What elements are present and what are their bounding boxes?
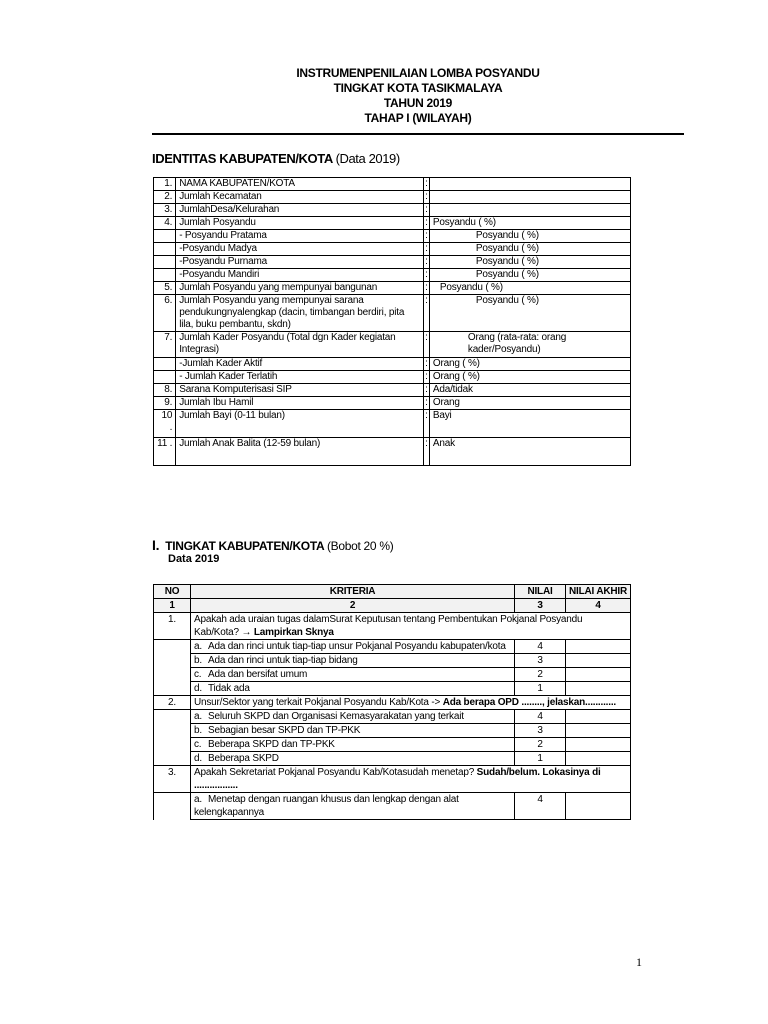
option-text-cell: [191, 710, 515, 724]
option-nilai-akhir: [566, 710, 631, 724]
identitas-row-colon: :: [425, 178, 428, 189]
identitas-row-colon: :: [425, 230, 428, 241]
identitas-row-value: Ada/tidak: [429, 384, 630, 397]
identitas-row-value: Posyandu ( %): [429, 269, 630, 282]
identitas-row-value: Orang ( %): [429, 371, 630, 384]
option-row: [154, 724, 631, 738]
question-number: 1.: [154, 613, 191, 640]
option-nilai: 2: [515, 738, 566, 752]
option-letter: b.: [194, 725, 202, 736]
option-letter: d.: [194, 683, 202, 694]
colnum-2: 2: [191, 599, 515, 613]
option-row: [154, 738, 631, 752]
option-nilai-akhir: [566, 752, 631, 766]
option-text-cell: [191, 668, 515, 682]
option-empty: [154, 654, 191, 668]
identitas-row-value: [429, 178, 630, 191]
question-number: 3.: [154, 766, 191, 793]
option-text-cell: [191, 793, 515, 820]
identitas-row-label: Jumlah Ibu Hamil: [176, 397, 424, 410]
identitas-row: [154, 358, 631, 371]
option-row: [154, 682, 631, 696]
colnum-4: 4: [566, 599, 631, 613]
identitas-row: [154, 371, 631, 384]
page-number: 1: [636, 955, 642, 969]
identitas-row-number: 11 .: [154, 438, 176, 466]
identitas-table: [153, 177, 631, 466]
identitas-row-label: Jumlah Anak Balita (12-59 bulan): [176, 438, 424, 466]
option-nilai-akhir: [566, 682, 631, 696]
identitas-row-value: Anak: [429, 438, 630, 466]
identitas-row: [154, 243, 631, 256]
option-empty: [154, 724, 191, 738]
identitas-row: [154, 384, 631, 397]
option-nilai: 2: [515, 668, 566, 682]
identitas-row-label: Jumlah Posyandu yang mempunyai sarana pendukungnyalengkap (dacin, timbangan berdiri, pita lila, buku pembantu, skdn): [176, 295, 424, 332]
identitas-row: [154, 410, 631, 438]
identitas-row-number: 2.: [154, 191, 176, 204]
identitas-row-label: -Posyandu Purnama: [176, 256, 424, 269]
identitas-row-value: [429, 191, 630, 204]
identitas-row-number: 10 .: [154, 410, 176, 438]
question-number: 2.: [154, 696, 191, 710]
identitas-row-value: Orang ( %): [429, 358, 630, 371]
option-empty: [154, 752, 191, 766]
identitas-row-number: 8.: [154, 384, 176, 397]
identitas-row-number: [154, 269, 176, 282]
identitas-row-value: Posyandu ( %): [429, 243, 630, 256]
option-row: [154, 654, 631, 668]
identitas-row-value: [429, 204, 630, 217]
question-text: Apakah Sekretariat Pokjanal Posyandu Kab/Kotasudah menetap?: [194, 767, 475, 778]
section-1-roman: I.: [152, 537, 160, 553]
option-row: [154, 710, 631, 724]
question-row: [154, 696, 631, 710]
option-nilai: 4: [515, 640, 566, 654]
identitas-row: [154, 217, 631, 230]
identitas-row: [154, 256, 631, 269]
kriteria-table: [153, 584, 631, 820]
option-nilai: 3: [515, 654, 566, 668]
header-nilai: NILAI: [515, 585, 566, 599]
identitas-heading-text: IDENTITAS KABUPATEN/KOTA: [152, 151, 333, 166]
option-letter: a.: [194, 711, 202, 722]
identitas-row-value: Posyandu ( %): [429, 282, 630, 295]
title-line-4: TAHAP I (WILAYAH): [364, 111, 472, 125]
identitas-row-value: Posyandu ( %): [429, 256, 630, 269]
option-letter: d.: [194, 753, 202, 764]
identitas-row-colon: :: [423, 438, 429, 466]
title-divider: [152, 133, 684, 135]
option-nilai-akhir: [566, 654, 631, 668]
question-row: [154, 613, 631, 640]
identitas-row-colon: :: [425, 358, 428, 369]
identitas-row-number: 1.: [154, 178, 176, 191]
title-line-2: TINGKAT KOTA TASIKMALAYA: [333, 81, 503, 95]
kriteria-header-row: [154, 585, 631, 599]
option-text: Ada dan bersifat umum: [208, 669, 308, 680]
option-text-cell: [191, 724, 515, 738]
identitas-row-number: [154, 243, 176, 256]
identitas-row-colon: :: [425, 217, 428, 228]
question-note: Lampirkan Sknya: [253, 627, 334, 638]
identitas-row-number: 5.: [154, 282, 176, 295]
question-note: Sudah/belum. Lokasinya di .................: [194, 767, 601, 791]
identitas-row-colon: :: [425, 384, 428, 395]
identitas-heading: [152, 151, 400, 166]
option-nilai: 4: [515, 793, 566, 820]
option-text: Seluruh SKPD dan Organisasi Kemasyarakatan yang terkait: [208, 711, 464, 722]
option-letter: a.: [194, 641, 202, 652]
identitas-row-value: Orang (rata-rata: orang kader/Posyandu): [429, 332, 630, 358]
document-title: [150, 66, 686, 126]
identitas-row-number: [154, 358, 176, 371]
identitas-row: [154, 282, 631, 295]
option-nilai-akhir: [566, 640, 631, 654]
option-text: Beberapa SKPD: [208, 753, 279, 764]
option-nilai-akhir: [566, 738, 631, 752]
header-nilai-akhir: NILAI AKHIR: [566, 585, 631, 599]
header-kriteria: KRITERIA: [191, 585, 515, 599]
option-nilai: 3: [515, 724, 566, 738]
option-text-cell: [191, 738, 515, 752]
identitas-row-colon: :: [425, 371, 428, 382]
option-nilai: 4: [515, 710, 566, 724]
option-text: Tidak ada: [208, 683, 250, 694]
section-1-bobot: (Bobot 20 %): [326, 539, 394, 553]
identitas-row: [154, 204, 631, 217]
identitas-row-number: 9.: [154, 397, 176, 410]
identitas-row-label: - Posyandu Pratama: [176, 230, 424, 243]
identitas-row: [154, 230, 631, 243]
identitas-row-label: -Posyandu Madya: [176, 243, 424, 256]
identitas-row-label: -Posyandu Mandiri: [176, 269, 424, 282]
option-letter: a.: [194, 794, 202, 805]
question-text: Apakah ada uraian tugas dalamSurat Keputusan tentang Pembentukan Pokjanal Posyandu Kab/Kota? →: [194, 614, 583, 638]
identitas-row-value: Orang: [429, 397, 630, 410]
identitas-row-value: Posyandu ( %): [429, 295, 630, 332]
option-nilai: 1: [515, 752, 566, 766]
option-empty: [154, 793, 191, 820]
section-1-title: TINGKAT KABUPATEN/KOTA: [165, 539, 324, 553]
question-note: Ada berapa OPD ........, jelaskan............: [442, 697, 616, 708]
identitas-row-label: Jumlah Posyandu yang mempunyai bangunan: [176, 282, 424, 295]
section-1-heading: [152, 537, 393, 553]
identitas-row-label: Jumlah Kader Posyandu (Total dgn Kader kegiatan Integrasi): [176, 332, 424, 358]
option-empty: [154, 738, 191, 752]
identitas-row-label: JumlahDesa/Kelurahan: [176, 204, 424, 217]
title-line-1: INSTRUMENPENILAIAN LOMBA POSYANDU: [296, 66, 540, 80]
identitas-row-value: Bayi: [429, 410, 630, 438]
identitas-row-number: [154, 371, 176, 384]
identitas-row-number: [154, 256, 176, 269]
option-nilai-akhir: [566, 724, 631, 738]
identitas-row-number: [154, 230, 176, 243]
identitas-row-colon: :: [425, 243, 428, 254]
identitas-row: [154, 269, 631, 282]
identitas-row: [154, 397, 631, 410]
question-text-cell: [191, 766, 631, 793]
identitas-row: [154, 438, 631, 466]
identitas-row-colon: :: [425, 282, 428, 293]
identitas-row-label: - Jumlah Kader Terlatih: [176, 371, 424, 384]
identitas-row-label: Jumlah Posyandu: [176, 217, 424, 230]
identitas-row: [154, 295, 631, 332]
header-no: NO: [154, 585, 191, 599]
identitas-row-colon: :: [423, 332, 429, 358]
option-row: [154, 668, 631, 682]
identitas-row-colon: :: [425, 204, 428, 215]
identitas-row-number: 3.: [154, 204, 176, 217]
option-letter: c.: [194, 739, 202, 750]
identitas-row-label: Sarana Komputerisasi SIP: [176, 384, 424, 397]
option-empty: [154, 640, 191, 654]
identitas-row-value: Posyandu ( %): [429, 230, 630, 243]
option-text-cell: [191, 752, 515, 766]
identitas-row-number: 4.: [154, 217, 176, 230]
identitas-row-value: Posyandu ( %): [429, 217, 630, 230]
option-text: Beberapa SKPD dan TP-PKK: [208, 739, 335, 750]
identitas-row-colon: :: [423, 410, 429, 438]
identitas-row-number: 6.: [154, 295, 176, 332]
title-line-3: TAHUN 2019: [383, 96, 453, 110]
option-row: [154, 793, 631, 820]
identitas-row-colon: :: [423, 295, 429, 332]
identitas-row: [154, 332, 631, 358]
option-letter: c.: [194, 669, 202, 680]
option-letter: b.: [194, 655, 202, 666]
question-text: Unsur/Sektor yang terkait Pokjanal Posyandu Kab/Kota ->: [194, 697, 441, 708]
option-text: Menetap dengan ruangan khusus dan lengkap dengan alat kelengkapannya: [194, 794, 459, 818]
question-text-cell: [191, 613, 631, 640]
identitas-row-label: -Jumlah Kader Aktif: [176, 358, 424, 371]
identitas-row-label: Jumlah Kecamatan: [176, 191, 424, 204]
identitas-row-label: NAMA KABUPATEN/KOTA: [176, 178, 424, 191]
identitas-row-colon: :: [425, 397, 428, 408]
question-row: [154, 766, 631, 793]
kriteria-colnum-row: [154, 599, 631, 613]
option-text-cell: [191, 640, 515, 654]
colnum-3: 3: [515, 599, 566, 613]
identitas-row-label: Jumlah Bayi (0-11 bulan): [176, 410, 424, 438]
option-text-cell: [191, 682, 515, 696]
option-empty: [154, 668, 191, 682]
option-nilai: 1: [515, 682, 566, 696]
identitas-row-colon: :: [425, 269, 428, 280]
question-text-cell: [191, 696, 631, 710]
identitas-row-colon: :: [425, 191, 428, 202]
option-empty: [154, 682, 191, 696]
option-text: Sebagian besar SKPD dan TP-PKK: [208, 725, 361, 736]
option-row: [154, 752, 631, 766]
option-text: Ada dan rinci untuk tiap-tiap bidang: [208, 655, 358, 666]
identitas-row: [154, 178, 631, 191]
colnum-1: 1: [154, 599, 191, 613]
option-nilai-akhir: [566, 793, 631, 820]
section-1-sub: Data 2019: [168, 553, 220, 565]
identitas-row: [154, 191, 631, 204]
option-nilai-akhir: [566, 668, 631, 682]
option-empty: [154, 710, 191, 724]
identitas-heading-note: (Data 2019): [335, 151, 400, 166]
identitas-row-number: 7.: [154, 332, 176, 358]
option-row: [154, 640, 631, 654]
identitas-row-colon: :: [425, 256, 428, 267]
option-text: Ada dan rinci untuk tiap-tiap unsur Pokjanal Posyandu kabupaten/kota: [208, 641, 506, 652]
option-text-cell: [191, 654, 515, 668]
